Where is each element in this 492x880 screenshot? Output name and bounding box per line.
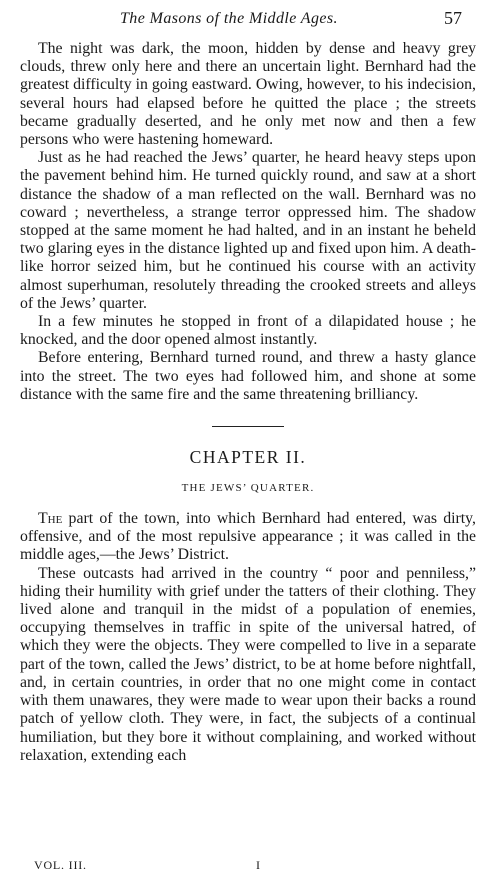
volume-mark: VOL. III. [34, 858, 87, 872]
paragraph-jews-quarter-steps: Just as he had reached the Jews’ quarter, he heard heavy steps upon the pavement behind him. He turned quickly round, and saw at a short distance the shadow of a man reflected on the wall. Bernhard was no coward ; nevertheless, a strange terror oppressed him. The shadow stopped at the same moment he had halted, and in an instant he beheld two glaring eyes in the distance lighted up and fixed upon him. A death-like horror seized him, but he continued his course with an activity almost superhuman, resolutely threading the crooked streets and alleys of the Jews’ quarter. [20, 149, 476, 312]
paragraph-night-was-dark: The night was dark, the moon, hidden by dense and heavy grey clouds, threw only here and there an uncertain light. Bernhard had the greatest difficulty in going eastward. Owing, however, to his indecision, several hours had elapsed before he quitted the place ; the streets became gradually deserted, and he only met now and then a few persons who were hastening homeward. [20, 40, 476, 149]
chapter-title: CHAPTER II. [189, 447, 307, 468]
running-title: The Masons of the Middle Ages. [120, 10, 338, 27]
chapter-subtitle: THE JEWS’ QUARTER. [181, 482, 315, 495]
paragraph-part-of-town [20, 510, 476, 565]
body-text [20, 40, 476, 765]
paragraph-outcasts: These outcasts had arrived in the country “ poor and penniless,” hiding their humility with grief under the tatters of their clothing. They lived alone and tranquil in the midst of a population of enemies, occupying themselves in traffic in spite of the universal hatred, of which they were the objects. They were compelled to live in a separate part of the town, called the Jews’ district, to be at home before nightfall, and, in certain countries, in order that no one might come in contact with them unawares, they were made to wear upon their backs a round patch of yellow cloth. They were, in fact, the subjects of a continual humiliation, but they bore it without complaining, and worked without relaxation, extending each [20, 564, 476, 764]
section-divider-rule [212, 426, 284, 427]
page-number: 57 [444, 8, 462, 28]
signature-mark: I [256, 858, 260, 872]
running-head [0, 8, 492, 32]
opening-paragraph-rest: part of the town, into which Bernhard had entered, was dirty, offensive, and of the most repulsive appearance ; it was called in the middle ages,—the Jews’ District. [20, 510, 476, 564]
paragraph-dilapidated-house: In a few minutes he stopped in front of a dilapidated house ; he knocked, and the door opened almost instantly. [20, 313, 476, 349]
paragraph-before-entering: Before entering, Bernhard turned round, and threw a hasty glance into the street. The two eyes had followed him, and shone at some distance with the same fire and the same threatening brilliancy. [20, 349, 476, 403]
page-footer [0, 858, 492, 876]
opening-word: The [38, 510, 63, 528]
